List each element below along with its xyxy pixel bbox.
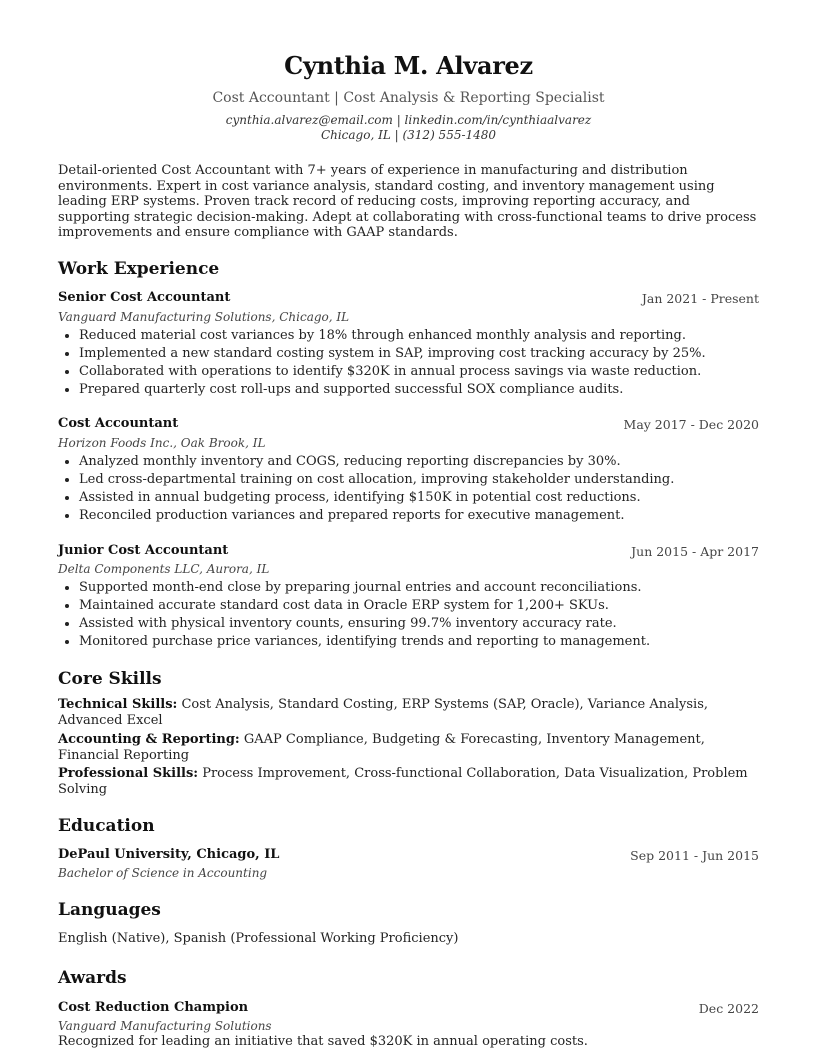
skill-group-label: Accounting & Reporting: bbox=[58, 732, 240, 747]
job-bullet: • Collaborated with operations to identify $320K in annual process savings via waste reduction. bbox=[79, 363, 759, 381]
education-degree: Bachelor of Science in Accounting bbox=[58, 866, 268, 880]
job-bullet: • Supported month-end close by preparing journal entries and account reconciliations. bbox=[79, 579, 759, 597]
job-bullet: • Prepared quarterly cost roll-ups and supported successful SOX compliance audits. bbox=[79, 381, 759, 399]
skill-group-label: Professional Skills: bbox=[58, 766, 199, 781]
job-bullet: • Maintained accurate standard cost data in Oracle ERP system for 1,200+ SKUs. bbox=[79, 597, 759, 615]
job-bullet: • Monitored purchase price variances, identifying trends and reporting to management. bbox=[79, 633, 759, 651]
skill-group-technical bbox=[58, 697, 759, 728]
job-bullet: • Assisted in annual budgeting process, identifying $150K in potential cost reductions. bbox=[79, 489, 759, 507]
job-dates: Jun 2015 - Apr 2017 bbox=[631, 544, 759, 559]
award-description: Recognized for leading an initiative that saved $320K in annual operating costs. bbox=[58, 1034, 588, 1049]
award-date: Dec 2022 bbox=[698, 1001, 759, 1016]
job-dates: May 2017 - Dec 2020 bbox=[623, 417, 759, 432]
job-dates: Jan 2021 - Present bbox=[641, 291, 759, 306]
job-company: Delta Components LLC, Aurora, IL bbox=[58, 562, 270, 576]
job-company: Vanguard Manufacturing Solutions, Chicago, IL bbox=[58, 310, 350, 324]
award-organization: Vanguard Manufacturing Solutions bbox=[58, 1019, 272, 1033]
job-bullet: • Implemented a new standard costing system in SAP, improving cost tracking accuracy by 25%. bbox=[79, 345, 759, 363]
section-title-core-skills: Core Skills bbox=[58, 669, 162, 689]
section-title-education: Education bbox=[58, 816, 155, 836]
job-bullet: • Analyzed monthly inventory and COGS, reducing reporting discrepancies by 30%. bbox=[79, 453, 759, 471]
section-title-languages: Languages bbox=[58, 900, 161, 920]
job-title: Cost Accountant bbox=[58, 416, 179, 431]
skill-group-professional bbox=[58, 766, 759, 797]
contact-location-phone: Chicago, IL | (312) 555-1480 bbox=[320, 128, 497, 142]
job-bullet: • Led cross-departmental training on cost allocation, improving stakeholder understanding. bbox=[79, 471, 759, 489]
contact-email-linkedin: cynthia.alvarez@email.com | linkedin.com/in/cynthiaalvarez bbox=[225, 113, 592, 127]
job-company: Horizon Foods Inc., Oak Brook, IL bbox=[58, 436, 266, 450]
languages-list: English (Native), Spanish (Professional Working Proficiency) bbox=[58, 931, 459, 946]
candidate-name: Cynthia M. Alvarez bbox=[284, 51, 533, 80]
candidate-headline: Cost Accountant | Cost Analysis & Reporting Specialist bbox=[212, 90, 605, 106]
job-bullets bbox=[58, 453, 759, 525]
skill-group-items: GAAP Compliance, Budgeting & Forecasting, Inventory Management, Financial Reporting bbox=[58, 732, 705, 763]
education-dates: Sep 2011 - Jun 2015 bbox=[630, 848, 759, 863]
education-school: DePaul University, Chicago, IL bbox=[58, 847, 280, 862]
professional-summary: Detail-oriented Cost Accountant with 7+ years of experience in manufacturing and distribution environments. Expert in cost variance analysis, standard costing, and inventory management using leading ERP systems. Proven track record of reducing costs, improving reporting accuracy, and supporting strategic decision-making. Adept at collaborating with cross-functional teams to drive process improvements and ensure compliance with GAAP standards. bbox=[58, 163, 757, 240]
award-title: Cost Reduction Champion bbox=[58, 1000, 249, 1015]
job-title: Junior Cost Accountant bbox=[58, 543, 229, 558]
skill-group-items: Process Improvement, Cross-functional Collaboration, Data Visualization, Problem Solving bbox=[58, 766, 748, 797]
section-title-awards: Awards bbox=[58, 968, 127, 988]
job-title: Senior Cost Accountant bbox=[58, 290, 231, 305]
section-title-work-experience: Work Experience bbox=[58, 259, 220, 279]
skill-group-label: Technical Skills: bbox=[58, 697, 178, 712]
job-bullets bbox=[58, 327, 759, 399]
job-bullet: • Assisted with physical inventory counts, ensuring 99.7% inventory accuracy rate. bbox=[79, 615, 759, 633]
job-bullet: • Reduced material cost variances by 18% through enhanced monthly analysis and reporting. bbox=[79, 327, 759, 345]
job-bullet: • Reconciled production variances and prepared reports for executive management. bbox=[79, 507, 759, 525]
skill-group-accounting bbox=[58, 732, 759, 763]
skill-group-items: Cost Analysis, Standard Costing, ERP Systems (SAP, Oracle), Variance Analysis, Advanced Excel bbox=[58, 697, 708, 728]
job-bullets bbox=[58, 579, 759, 651]
